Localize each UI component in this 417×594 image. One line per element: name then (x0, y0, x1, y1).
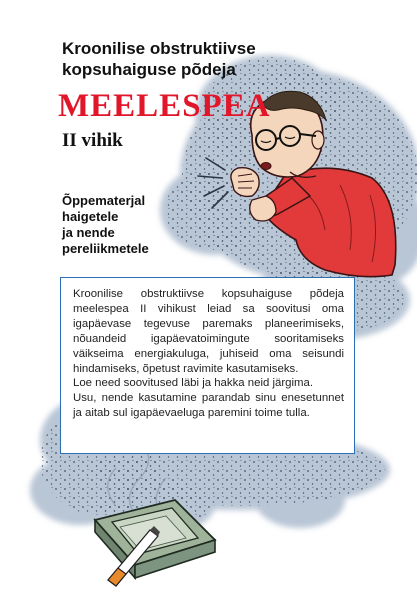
main-title: MEELESPEA (58, 88, 271, 124)
description-paragraph: Kroonilise obstruktiivse kopsuhaiguse põdeja meelespea II vihikust leiad sa soovitusi oma igapäevase tegevuse paremaks planeerimiseks, nõuandeid igapäevatoimingute sooritamiseks väikseima energiakuluga, juhiseid oma seisundi hindamiseks, õpetust ravimite kasutamiseks. (73, 288, 344, 375)
description-paragraph: Loe need soovitused läbi ja hakka neid järgima. (73, 377, 313, 390)
audience-line: haigetele (62, 209, 119, 224)
brochure-subtitle (62, 38, 312, 80)
volume-label: II vihik (62, 130, 123, 151)
audience-line: Õppematerjal (62, 193, 146, 208)
audience-label (62, 193, 192, 257)
description-box (60, 277, 355, 454)
subtitle-line: kopsuhaiguse põdeja (62, 60, 236, 79)
subtitle-line: Kroonilise obstruktiivse (62, 39, 256, 58)
audience-line: pereliikmetele (62, 241, 149, 256)
audience-line: ja nende (62, 225, 115, 240)
description-paragraph: Usu, nende kasutamine parandab sinu enesetunnet ja aitab sul igapäevaeluga paremini toime tulla. (73, 392, 344, 420)
